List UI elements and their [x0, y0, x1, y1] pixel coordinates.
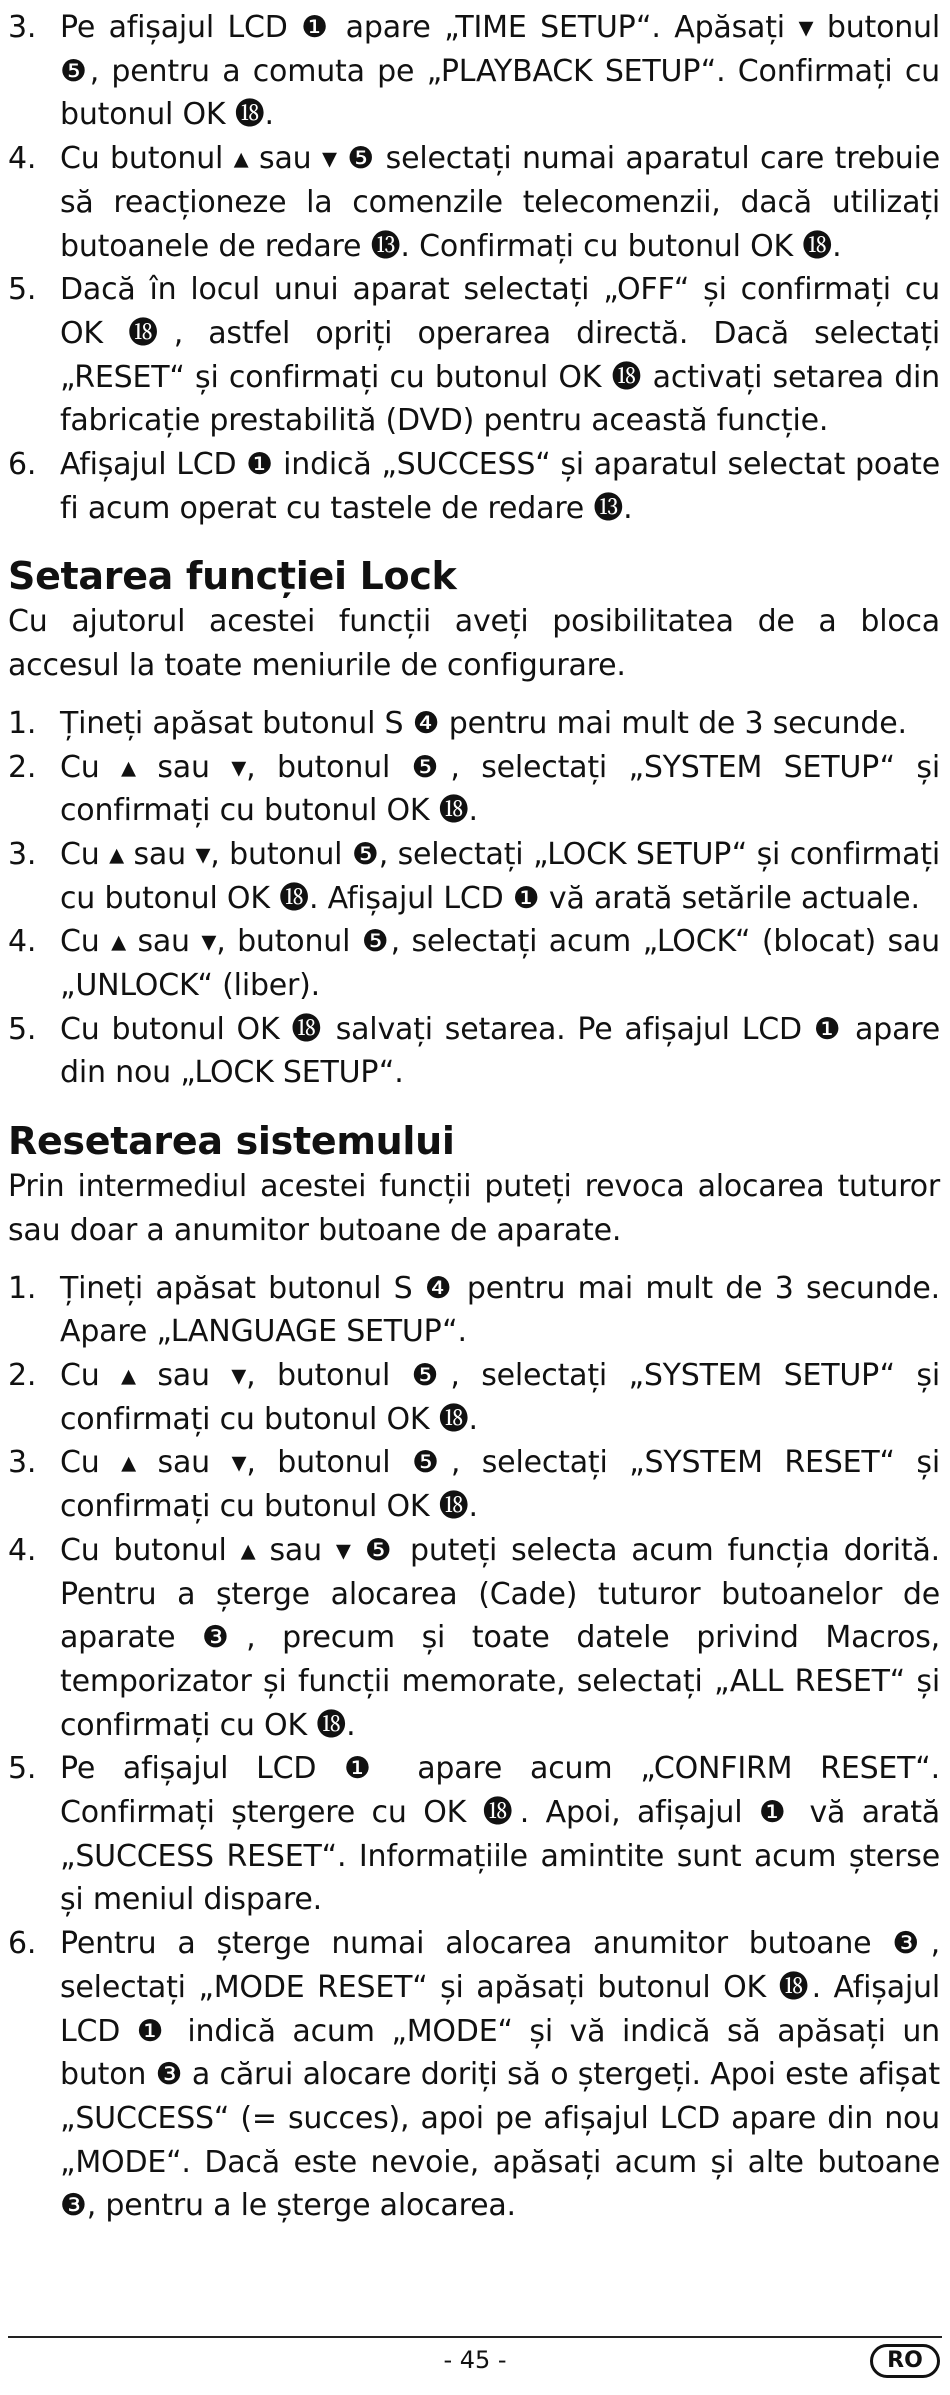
list-item: 4. Cu butonul ▴ sau ▾ ❺ puteți selecta acum funcția dorită. Pentru a șterge alocarea (Cade) tuturor butoanelor de aparate ❸, precum și toate datele privind Macros, temporizator și funcții memorate, selectați „ALL RESET“ și confirmați cu OK ⓲.: [8, 1532, 940, 1743]
language-badge: RO: [870, 2344, 940, 2378]
system-reset-intro: Prin intermediul acestei funcții puteți revoca alocarea tuturor sau doar a anumitor butoane de aparate.: [8, 1169, 940, 1248]
list-item: 2. Cu ▴ sau ▾, butonul ❺, selectați „SYSTEM SETUP“ și confirmați cu butonul OK ⓲.: [8, 749, 940, 829]
footer-divider: [8, 2336, 942, 2338]
list-item: 6. Pentru a șterge numai alocarea anumitor butoane ❸, selectați „MODE RESET“ și apăsați butonul OK ⓲. Afișajul LCD ❶ indică acum „MODE“ și vă indică să apăsați un buton ❸ a cărui alocare doriți să o ștergeți. Apoi este afișat „SUCCESS“ (= succes), apoi pe afișajul LCD apare din nou „MODE“. Dacă este nevoie, apăsați acum și alte butoane ❸, pentru a le șterge alocarea.: [8, 1926, 940, 2224]
list-item: 1. Țineți apăsat butonul S ❹ pentru mai mult de 3 secunde. Apare „LANGUAGE SETUP“.: [8, 1270, 940, 1350]
section1-list: [8, 6, 940, 530]
list-item: 4. Cu ▴ sau ▾, butonul ❺, selectați acum „LOCK“ (blocat) sau „UNLOCK“ (liber).: [8, 924, 940, 1004]
list-item: 3. Cu ▴ sau ▾, butonul ❺, selectați „SYSTEM RESET“ și confirmați cu butonul OK ⓲.: [8, 1445, 940, 1525]
section3-list: [8, 1267, 940, 2228]
list-item: 1. Țineți apăsat butonul S ❹ pentru mai mult de 3 secunde.: [8, 705, 907, 741]
list-item: 5. Dacă în locul unui aparat selectați „OFF“ și confirmați cu OK ⓲, astfel opriți operarea directă. Dacă selectați „RESET“ și confirmați cu butonul OK ⓲ activați setarea din fabricație prestabilită (DVD) pentru această funcție.: [8, 272, 940, 439]
document-page: [8, 6, 940, 2228]
page-number: - 45 -: [443, 2346, 507, 2374]
list-item: 2. Cu ▴ sau ▾, butonul ❺, selectați „SYSTEM SETUP“ și confirmați cu butonul OK ⓲.: [8, 1357, 940, 1437]
list-item: 5. Pe afișajul LCD ❶ apare acum „CONFIRM RESET“. Confirmați ștergere cu OK ⓲. Apoi, afișajul ❶ vă arată „SUCCESS RESET“. Informațiile amintite sunt acum șterse și meniul dispare.: [8, 1751, 940, 1918]
list-item: 5. Cu butonul OK ⓲ salvați setarea. Pe afișajul LCD ❶ apare din nou „LOCK SETUP“.: [8, 1011, 940, 1091]
lock-function-heading: Setarea funcției Lock: [8, 554, 457, 599]
list-item: 6. Afișajul LCD ❶ indică „SUCCESS“ și aparatul selectat poate fi acum operat cu tastele de redare ⓭.: [8, 447, 940, 526]
section2-list: [8, 702, 940, 1095]
list-item: 4. Cu butonul ▴ sau ▾ ❺ selectați numai aparatul care trebuie să reacționeze la comenzile telecomenzii, dacă utilizați butoanele de redare ⓭. Confirmați cu butonul OK ⓲.: [8, 141, 940, 264]
lock-function-intro: Cu ajutorul acestei funcții aveți posibilitatea de a bloca accesul la toate meniurile de configurare.: [8, 604, 940, 684]
list-item: 3. Pe afișajul LCD ❶ apare „TIME SETUP“. Apăsați ▾ butonul ❺, pentru a comuta pe „PLAYBACK SETUP“. Confirmați cu butonul OK ⓲.: [8, 10, 940, 133]
system-reset-heading: Resetarea sistemului: [8, 1119, 455, 1164]
list-item: 3. Cu ▴ sau ▾, butonul ❺, selectați „LOCK SETUP“ și confirmați cu butonul OK ⓲. Afișajul LCD ❶ vă arată setările actuale.: [8, 836, 940, 916]
